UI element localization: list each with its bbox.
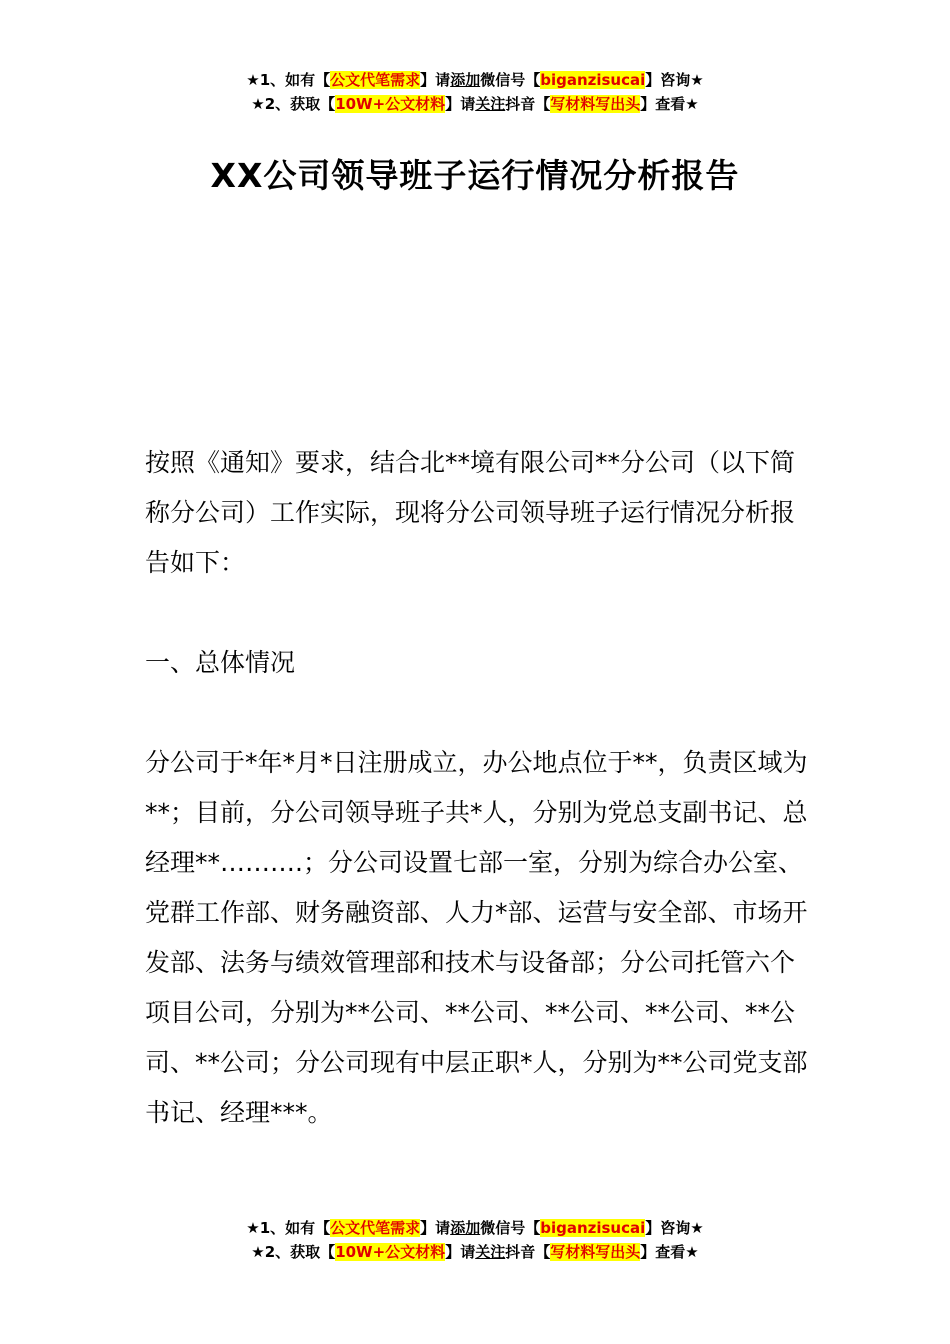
document-title: XX公司领导班子运行情况分析报告: [210, 156, 740, 195]
section-heading-text: 一、总体情况: [145, 648, 296, 677]
promo-text: 抖音【: [505, 1243, 551, 1261]
promo-line-1: [0, 1216, 950, 1240]
promo-line-1: [0, 68, 950, 92]
promo-text: 抖音【: [505, 95, 551, 113]
promo-underlined: 关注: [475, 95, 506, 113]
promo-underlined: 添加: [450, 1219, 481, 1237]
promo-text: 】请: [445, 95, 476, 113]
promo-highlight: biganzisucai: [540, 71, 646, 89]
promo-line-2: [0, 92, 950, 116]
promo-text: ★1、如有【: [246, 1219, 331, 1237]
intro-text: 按照《通知》要求，结合北**境有限公司**分公司（以下简称分公司）工作实际，现将分公司领导班子运行情况分析报告如下：: [145, 448, 796, 577]
promo-highlight: 10W+公文材料: [335, 95, 446, 113]
promo-text: 】查看★: [640, 95, 699, 113]
promo-banner-bottom: [0, 1216, 950, 1264]
promo-highlight: 公文代笔需求: [330, 71, 421, 89]
promo-underlined: 添加: [450, 71, 481, 89]
promo-highlight: 公文代笔需求: [330, 1219, 421, 1237]
promo-text: ★2、获取【: [251, 1243, 336, 1261]
promo-highlight: 写材料写出头: [550, 1243, 641, 1261]
promo-text: ★2、获取【: [251, 95, 336, 113]
promo-text: 】请: [420, 1219, 451, 1237]
promo-text: 微信号【: [480, 71, 541, 89]
promo-highlight: biganzisucai: [540, 1219, 646, 1237]
promo-highlight: 写材料写出头: [550, 95, 641, 113]
promo-underlined: 关注: [475, 1243, 506, 1261]
section-body-text: 分公司于*年*月*日注册成立，办公地点位于**，负责区域为**；目前，分公司领导班子共*人，分别为党总支副书记、总经理**……….；分公司设置七部一室，分别为综合办公室、党群工作部、财务融资部、人力*部、运营与安全部、市场开发部、法务与绩效管理部和技术与设备部；分公司托管六个项目公司，分别为**公司、**公司、**公司、**公司、**公司、**公司；分公司现有中层正职*人，分别为**公司党支部书记、经理***。: [145, 748, 808, 1127]
promo-text: ★1、如有【: [246, 71, 331, 89]
promo-text: 微信号【: [480, 1219, 541, 1237]
promo-text: 】咨询★: [645, 71, 704, 89]
promo-highlight: 10W+公文材料: [335, 1243, 446, 1261]
promo-text: 】请: [420, 71, 451, 89]
promo-line-2: [0, 1240, 950, 1264]
promo-banner-top: [0, 68, 950, 116]
section-body-paragraph: [145, 738, 815, 1138]
promo-text: 】查看★: [640, 1243, 699, 1261]
promo-text: 】咨询★: [645, 1219, 704, 1237]
section-heading: [145, 638, 815, 688]
intro-paragraph: [145, 438, 815, 588]
promo-text: 】请: [445, 1243, 476, 1261]
